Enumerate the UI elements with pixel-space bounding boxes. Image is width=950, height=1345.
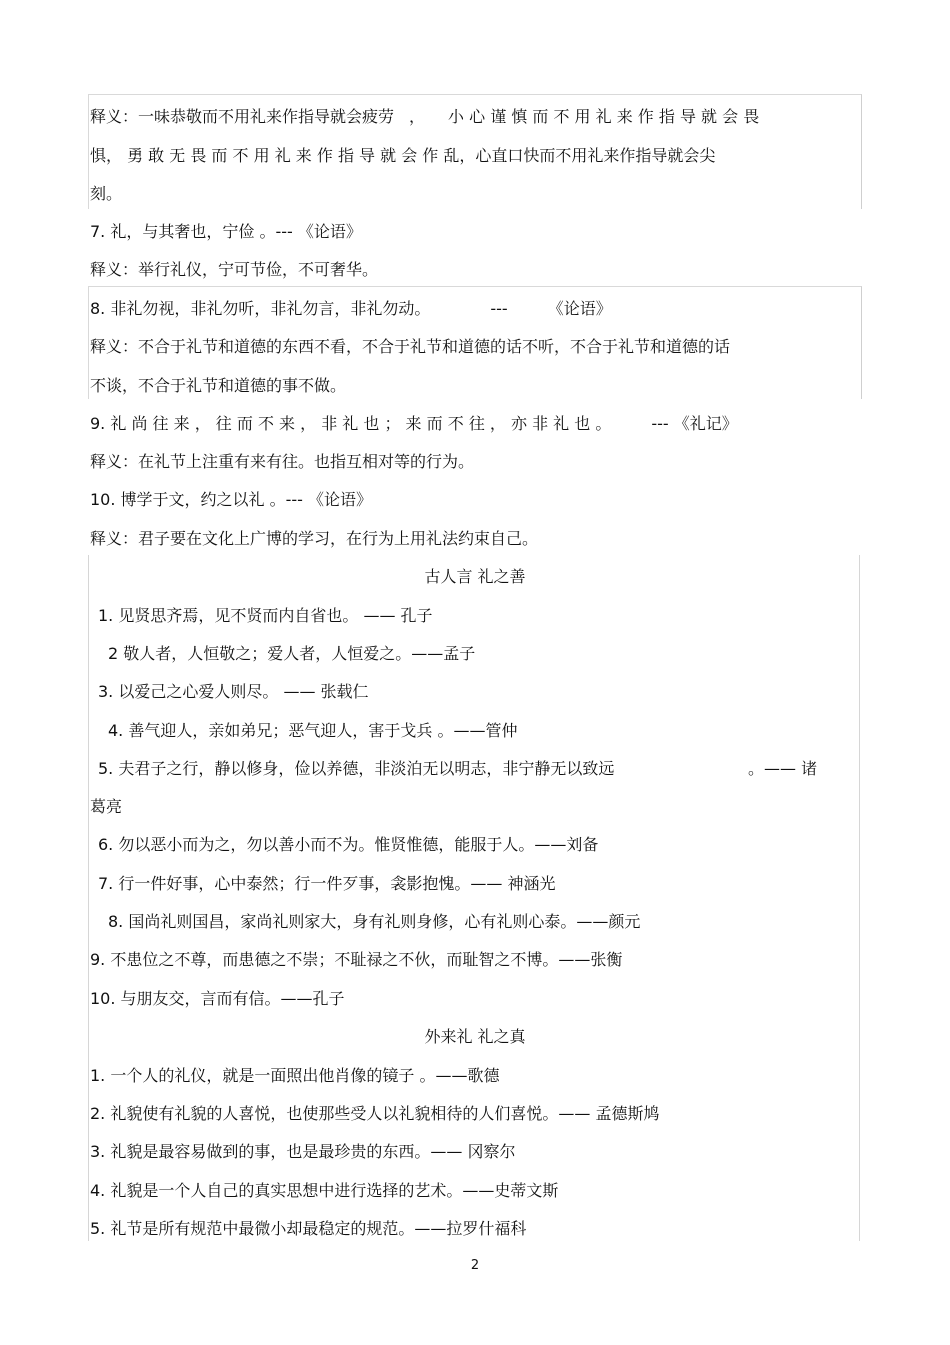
ancient-quote-1: 1. 见贤思齐焉，见不贤而内自省也。 —— 孔子 [98,606,433,625]
gloss-line: 惧， 勇 敢 无 畏 而 不 用 礼 来 作 指 导 就 会 作 乱，心直口快而不用礼来作指导就会尖 [90,146,716,165]
ancient-quote-5-tail: 。—— 诸 [748,759,818,778]
quote-item-7: 7. 礼，与其奢也，宁俭 。--- 《论语》 [90,222,362,241]
foreign-quote-3: 3. 礼貌是最容易做到的事，也是最珍贵的东西。—— 冈察尔 [90,1142,516,1161]
ancient-quote-5: 5. 夫君子之行，静以修身，俭以养德，非淡泊无以明志，非宁静无以致远 [98,759,615,778]
page-number: 2 [470,1258,480,1273]
ancient-quote-3: 3. 以爱己之心爱人则尽。 —— 张载仁 [98,682,369,701]
foreign-quote-1: 1. 一个人的礼仪，就是一面照出他肖像的镜子 。——歌德 [90,1066,500,1085]
quote-item-9: 9. 礼 尚 往 来 ， 往 而 不 来 ， 非 礼 也 ； 来 而 不 往 ， 亦 非 礼 也 。 --- 《礼记》 [90,414,738,433]
foreign-quote-5: 5. 礼节是所有规范中最微小却最稳定的规范。——拉罗什福科 [90,1219,527,1238]
ancient-quote-4: 4. 善气迎人，亲如弟兄；恶气迎人，害于戈兵 。——管仲 [108,721,518,740]
ancient-quote-2: 2 敬人者，人恒敬之；爱人者，人恒爱之。——孟子 [108,644,476,663]
gloss-item-7: 释义：举行礼仪，宁可节俭，不可奢华。 [90,260,379,279]
section-frame-right [859,555,860,1241]
gloss-line: 释义：一味恭敬而不用礼来作指导就会疲劳 ， 小 心 谨 慎 而 不 用 礼 来 作 指 导 就 会 畏 [90,107,760,126]
ancient-quote-6: 6. 勿以恶小而为之，勿以善小而不为。惟贤惟德，能服于人。——刘备 [98,835,599,854]
quote-item-8: 8. 非礼勿视，非礼勿听，非礼勿言，非礼勿动。 --- 《论语》 [90,299,612,318]
section-title-foreign: 外来礼 礼之真 [424,1027,526,1046]
foreign-quote-2: 2. 礼貌使有礼貌的人喜悦，也使那些受人以礼貌相待的人们喜悦。—— 孟德斯鸠 [90,1104,660,1123]
section-title-ancient: 古人言 礼之善 [424,567,526,586]
ancient-quote-8: 8. 国尚礼则国昌，家尚礼则家大，身有礼则身修，心有礼则心泰。——颜元 [108,912,641,931]
gloss-item-9: 释义：在礼节上注重有来有往。也指互相对等的行为。 [90,452,475,471]
gloss-line: 刻。 [90,184,123,203]
ancient-quote-7: 7. 行一件好事，心中泰然；行一件歹事，衾影抱愧。—— 神涵光 [98,874,556,893]
gloss-item-8: 释义：不合于礼节和道德的东西不看，不合于礼节和道德的话不听，不合于礼节和道德的话 [90,337,731,356]
section-frame-left [88,555,89,1241]
gloss-item-10: 释义：君子要在文化上广博的学习，在行为上用礼法约束自己。 [90,529,539,548]
gloss-item-8: 不谈，不合于礼节和道德的事不做。 [90,376,347,395]
foreign-quote-4: 4. 礼貌是一个人自己的真实思想中进行选择的艺术。——史蒂文斯 [90,1181,559,1200]
ancient-quote-9: 9. 不患位之不尊，而患德之不崇；不耻禄之不伙，而耻智之不博。——张衡 [90,950,623,969]
ancient-quote-10: 10. 与朋友交，言而有信。——孔子 [90,989,345,1008]
ancient-quote-5-cont: 葛亮 [90,797,123,816]
quote-item-10: 10. 博学于文，约之以礼 。--- 《论语》 [90,490,373,509]
